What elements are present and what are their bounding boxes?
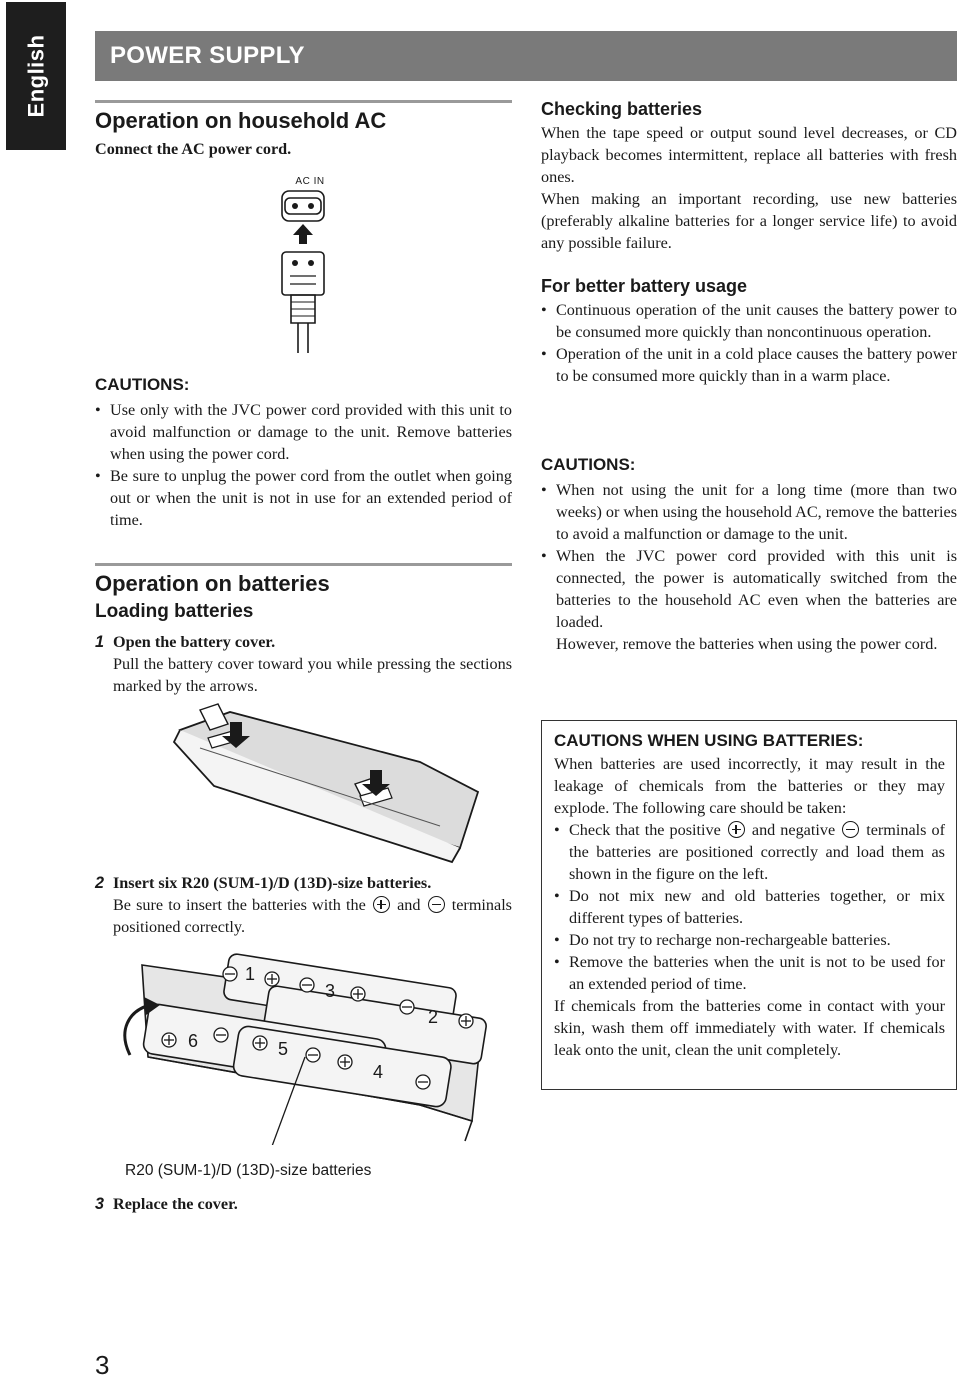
step-1 — [95, 631, 512, 697]
battery-number-label: 1 — [245, 964, 256, 984]
checking-paragraph: When the tape speed or output sound level decreases, or CD playback becomes intermittent, replace all batteries with fresh ones. — [541, 124, 957, 186]
page-number: 3 — [95, 1350, 110, 1380]
list-item: • Use only with the JVC power cord provided with this unit to avoid malfunction or damage to the unit. Remove batteries when using the power cord. — [95, 399, 512, 465]
list-item: • Remove the batteries when the unit is not to be used for an extended period of time. — [554, 951, 945, 995]
step-3 — [95, 1193, 512, 1215]
battery-usage-list — [541, 299, 957, 387]
step-text: Pull the battery cover toward you while pressing the sections marked by the arrows. — [113, 655, 512, 695]
list-item — [554, 819, 945, 885]
box-heading: CAUTIONS WHEN USING BATTERIES: — [554, 731, 864, 750]
list-item: • Do not mix new and old batteries together, or mix different types of batteries. — [554, 885, 945, 929]
list-item: • Continuous operation of the unit causes the battery power to be consumed more quickly than noncontinuous operation. — [541, 299, 957, 343]
step-title: Replace the cover. — [113, 1195, 238, 1213]
household-ac-instruction: Connect the AC power cord. — [95, 140, 292, 158]
list-item-part: and negative — [751, 821, 836, 839]
cautions-heading: CAUTIONS: — [541, 455, 636, 474]
step-title: Open the battery cover. — [113, 633, 276, 651]
step-2 — [95, 872, 512, 938]
battery-number-label: 2 — [428, 1007, 439, 1027]
battery-number-label: 5 — [278, 1039, 289, 1059]
step-text-part: Be sure to insert the batteries with the — [113, 896, 366, 914]
list-item: • Do not try to recharge non-rechargeable batteries. — [554, 929, 945, 951]
step-text — [95, 894, 512, 938]
battery-number-label: 6 — [188, 1031, 199, 1051]
battery-cover-illustration — [160, 700, 500, 870]
step-number: 1 — [95, 633, 105, 651]
language-tab — [6, 2, 66, 150]
list-item-part: terminals of the batteries are positioned correctly and load them as shown in the figure on the left. — [569, 821, 945, 883]
battery-usage-section — [541, 276, 957, 387]
figure-caption: R20 (SUM-1)/D (13D)-size batteries — [125, 1162, 372, 1179]
list-item: • When not using the unit for a long time (more than two weeks) or when using the household AC, remove the batteries to avoid a malfunction or damage to the unit. — [541, 479, 957, 545]
box-list — [554, 819, 945, 995]
minus-terminal-icon — [842, 821, 859, 838]
list-item: • Be sure to unplug the power cord from the outlet when going out or when the unit is not in use for an extended period of time. — [95, 465, 512, 531]
cautions-list — [95, 399, 512, 531]
cautions-followup: However, remove the batteries when using the power cord. — [556, 635, 938, 653]
step-text-part: and — [397, 896, 421, 914]
section-title-bar — [95, 31, 957, 81]
checking-paragraph: When making an important recording, use new batteries (preferably alkaline batteries for a longer service life) to avoid any possible failure. — [541, 190, 957, 252]
box-outro: If chemicals from the batteries come in contact with your skin, wash them off immediately with water. If chemicals leak onto the unit, clean the unit completely. — [554, 997, 945, 1059]
battery-usage-heading: For better battery usage — [541, 276, 748, 296]
cautions-section-right — [541, 455, 957, 655]
battery-cautions-box — [541, 720, 957, 1090]
cautions-heading: CAUTIONS: — [95, 375, 190, 394]
box-intro: When batteries are used incorrectly, it may result in the leakage of chemicals from the batteries or they may explode. The following care should be taken: — [554, 755, 945, 817]
battery-number-label: 4 — [373, 1062, 384, 1082]
minus-terminal-icon — [428, 896, 445, 913]
step-title: Insert six R20 (SUM-1)/D (13D)-size batteries. — [113, 874, 432, 892]
step-number: 2 — [95, 874, 105, 892]
household-ac-section — [95, 108, 512, 160]
ac-plug-illustration — [258, 188, 358, 358]
list-item: • Operation of the unit in a cold place causes the battery power to be consumed more quickly than in a warm place. — [541, 343, 957, 387]
battery-loading-illustration — [100, 945, 510, 1145]
batteries-heading: Operation on batteries — [95, 571, 330, 596]
list-item: • When the JVC power cord provided with this unit is connected, the power is automatically switched from the batteries to the household AC even when the batteries are loaded. — [541, 545, 957, 633]
plus-terminal-icon — [728, 821, 745, 838]
step-text-part: terminals positioned correctly. — [113, 896, 512, 936]
language-label: English — [23, 34, 49, 118]
cautions-section-left — [95, 375, 512, 531]
section-divider — [95, 563, 512, 566]
checking-batteries-heading: Checking batteries — [541, 99, 703, 119]
battery-number-label: 3 — [325, 981, 336, 1001]
batteries-section — [95, 571, 512, 697]
cautions-list — [541, 479, 957, 633]
household-ac-heading: Operation on household AC — [95, 108, 387, 133]
ac-in-label: AC IN — [295, 176, 325, 187]
plus-terminal-icon — [373, 896, 390, 913]
loading-batteries-heading: Loading batteries — [95, 601, 254, 622]
page-title: POWER SUPPLY — [110, 42, 305, 69]
step-number: 3 — [95, 1195, 105, 1213]
list-item-part: Check that the positive — [569, 821, 721, 839]
checking-batteries-section — [541, 99, 957, 254]
section-divider — [95, 100, 512, 103]
